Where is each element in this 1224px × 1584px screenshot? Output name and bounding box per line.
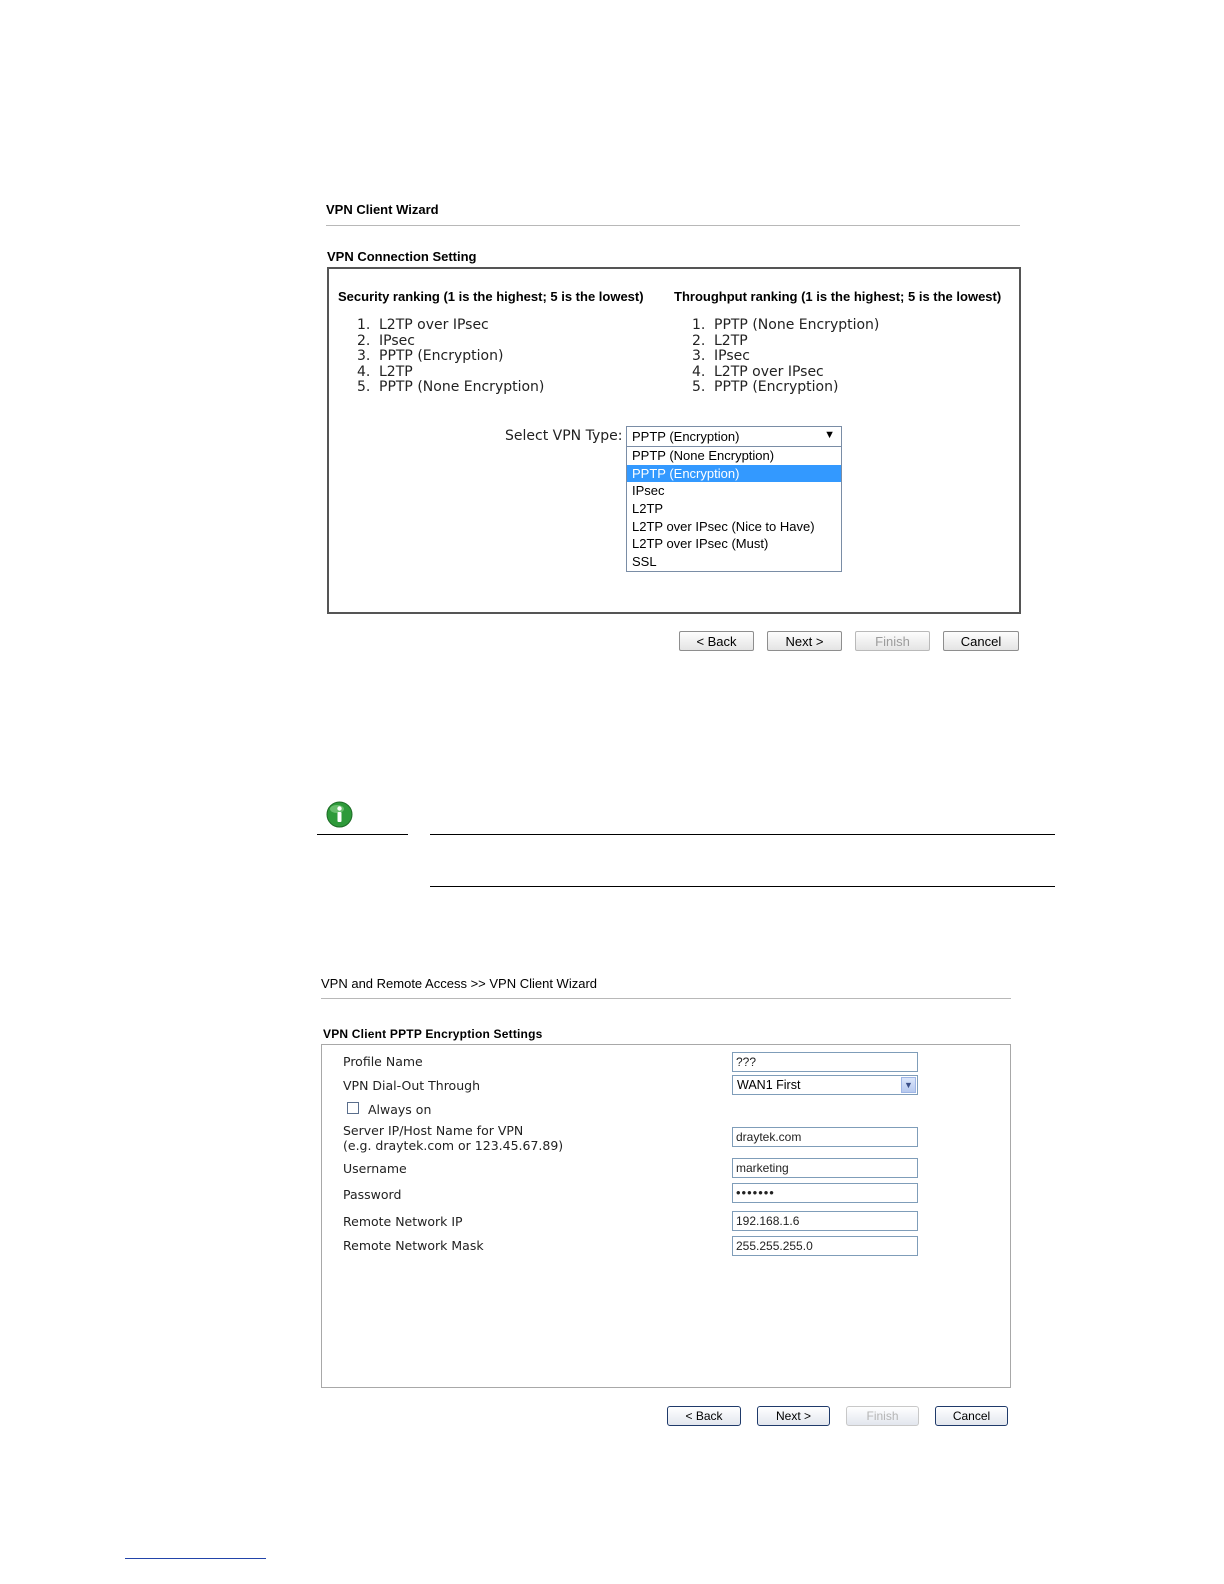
server-label: Server IP/Host Name for VPN (343, 1123, 524, 1138)
next-button[interactable]: Next > (757, 1406, 830, 1426)
vpn-type-options (626, 446, 842, 572)
chevron-down-icon[interactable]: ▼ (901, 1077, 916, 1093)
info-icon (326, 801, 353, 828)
list-item (692, 365, 879, 381)
item-label: L2TP (379, 363, 413, 380)
password-input[interactable]: ••••••• (732, 1183, 918, 1203)
list-item (357, 349, 544, 365)
list-item (357, 334, 544, 350)
dial-out-select[interactable] (732, 1075, 918, 1095)
section-title: VPN Client PPTP Encryption Settings (323, 1027, 543, 1041)
item-label: L2TP (714, 332, 748, 349)
dropdown-arrow-icon[interactable]: ▼ (824, 429, 835, 441)
item-number: 4. (692, 363, 706, 380)
server-input[interactable]: draytek.com (732, 1127, 918, 1147)
item-number: 3. (357, 348, 371, 364)
option-ipsec[interactable]: IPsec (632, 483, 665, 499)
option-pptp-encryption[interactable]: PPTP (Encryption) (627, 465, 841, 483)
note-divider-top (430, 834, 1055, 835)
section-title: VPN Connection Setting (327, 249, 477, 264)
throughput-ranking-heading: Throughput ranking (1 is the highest; 5 is the lowest) (674, 289, 1002, 304)
list-item (357, 365, 544, 381)
vpn-type-label: Select VPN Type: (505, 428, 623, 444)
item-label: PPTP (Encryption) (714, 379, 839, 395)
server-hint: (e.g. draytek.com or 123.45.67.89) (343, 1138, 564, 1153)
back-button[interactable]: < Back (679, 631, 754, 651)
option-l2tp-over-ipsec-nice[interactable]: L2TP over IPsec (Nice to Have) (632, 518, 815, 534)
username-input[interactable]: marketing (732, 1158, 918, 1178)
item-label: IPsec (379, 332, 415, 349)
dial-out-value: WAN1 First (737, 1078, 801, 1092)
item-number: 4. (357, 363, 371, 380)
finish-button[interactable]: Finish (855, 631, 930, 651)
option-ssl[interactable]: SSL (632, 554, 657, 570)
title-divider (326, 225, 1020, 226)
username-label: Username (343, 1161, 407, 1176)
list-item (357, 318, 544, 334)
item-number: 5. (357, 379, 371, 395)
title-divider (321, 998, 1011, 999)
note-divider-left (317, 834, 408, 835)
profile-name-label: Profile Name (343, 1054, 423, 1069)
cancel-button[interactable]: Cancel (943, 631, 1019, 651)
item-number: 3. (692, 348, 706, 364)
option-l2tp-over-ipsec-must[interactable]: L2TP over IPsec (Must) (632, 536, 769, 552)
dial-out-label: VPN Dial-Out Through (343, 1078, 480, 1093)
breadcrumb: VPN and Remote Access >> VPN Client Wizard (321, 976, 598, 991)
back-button[interactable]: < Back (667, 1406, 741, 1426)
remote-mask-input[interactable]: 255.255.255.0 (732, 1236, 918, 1256)
item-label: IPsec (714, 348, 750, 364)
item-number: 1. (692, 317, 706, 333)
list-item (357, 380, 544, 396)
item-number: 5. (692, 379, 706, 395)
cancel-button[interactable]: Cancel (935, 1406, 1008, 1426)
vpn-type-selected-value: PPTP (Encryption) (632, 429, 740, 444)
option-pptp-none-encryption[interactable]: PPTP (None Encryption) (632, 448, 775, 463)
remote-ip-label: Remote Network IP (343, 1214, 463, 1229)
wizard-title: VPN Client Wizard (326, 202, 439, 217)
item-label: L2TP over IPsec (379, 317, 489, 333)
vpn-type-select[interactable] (626, 426, 842, 447)
item-label: PPTP (Encryption) (379, 348, 504, 364)
list-item (692, 318, 879, 334)
item-number: 1. (357, 317, 371, 333)
item-number: 2. (692, 332, 706, 349)
always-on-checkbox[interactable] (347, 1102, 359, 1114)
remote-ip-input[interactable]: 192.168.1.6 (732, 1211, 918, 1231)
item-label: PPTP (None Encryption) (714, 317, 880, 333)
security-ranking-list (357, 318, 544, 396)
security-ranking-heading: Security ranking (1 is the highest; 5 is the lowest) (338, 289, 644, 304)
throughput-ranking-list (692, 318, 879, 396)
next-button[interactable]: Next > (767, 631, 842, 651)
item-label: PPTP (None Encryption) (379, 379, 545, 395)
list-item (692, 380, 879, 396)
list-item (692, 334, 879, 350)
item-label: L2TP over IPsec (714, 363, 824, 380)
note-divider-bottom (430, 886, 1055, 887)
profile-name-input[interactable]: ??? (732, 1052, 918, 1072)
list-item (692, 349, 879, 365)
footer-link-underline (125, 1558, 266, 1559)
password-label: Password (343, 1187, 402, 1202)
option-l2tp[interactable]: L2TP (632, 501, 664, 517)
item-number: 2. (357, 332, 371, 349)
remote-mask-label: Remote Network Mask (343, 1238, 484, 1253)
always-on-label: Always on (368, 1102, 432, 1117)
finish-button[interactable]: Finish (846, 1406, 919, 1426)
